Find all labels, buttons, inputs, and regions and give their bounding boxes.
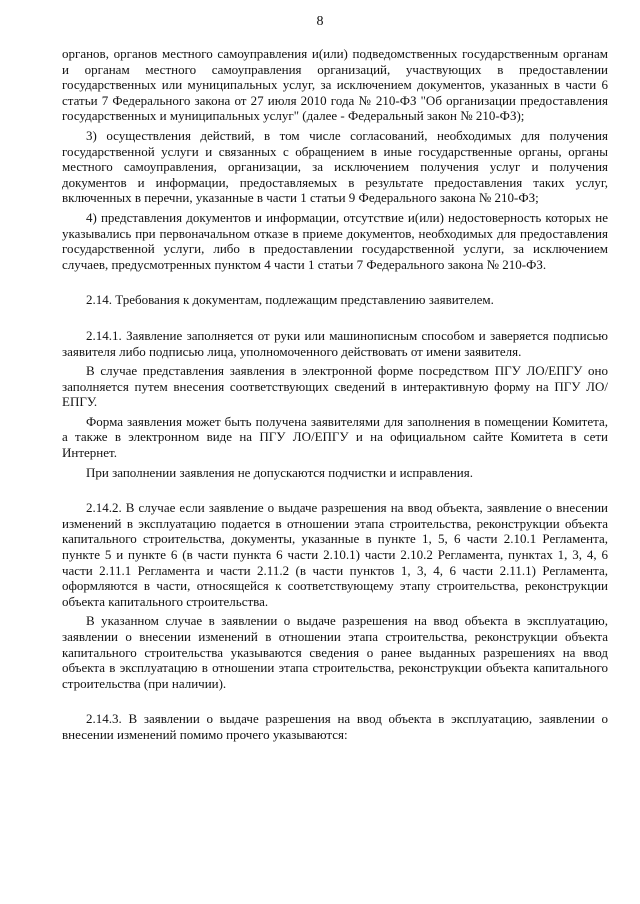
paragraph-stage-info: В указанном случае в заявлении о выдаче разрешения на ввод объекта в эксплуатацию, заявлении о внесении изменений в отношении этапа строительства, реконструкции объекта капитального строительства указываются сведения о ранее выданных разрешениях на ввод объекта в эксплуатацию в отношении этапа строительства, реконструкции объекта капитального строительства (при наличии). [62,613,608,691]
document-body [62,46,608,743]
paragraph-no-corrections: При заполнении заявления не допускаются подчистки и исправления. [86,464,473,480]
paragraph-electronic-form: В случае представления заявления в электронной форме посредством ПГУ ЛО/ЕПГУ оно заполняется путем внесения соответствующих сведений в интерактивную форму на ПГУ ЛО/ЕПГУ. [62,363,608,410]
paragraph-2-14-2: 2.14.2. В случае если заявление о выдаче разрешения на ввод объекта, заявление о внесении изменений в эксплуатацию подается в отношении этапа строительства, реконструкции объекта капитального строительства, документы, указанные в пункте 1, 5, 6 части 2.10.1 Регламента, пункте 5 и пункте 6 (в части пункта 6 части 2.10.1) части 2.10.2 Регламента, пунктах 1, 3, 4, 6 части 2.11.1 Регламента и части 2.11.2 (в части пунктов 1, 3, 4, 6 части 2.11.1) Регламента, оформляются в части, относящейся к соответствующему этапу строительства, реконструкции объекта капитального строительства. [62,500,608,609]
paragraph-form-availability: Форма заявления может быть получена заявителями для заполнения в помещении Комитета, а также в электронном виде на ПГУ ЛО/ЕПГУ и на официальном сайте Комитета в сети Интернет. [62,413,608,461]
page-number: 8 [316,14,324,29]
paragraph-2-14-1: 2.14.1. Заявление заполняется от руки или машинописным способом и заверяется подписью заявителя либо подписью лица, уполномоченного действовать от имени заявителя. [62,327,608,359]
paragraph-item-4: 4) представления документов и информации, отсутствие и(или) недостоверность которых не указывались при первоначальном отказе в приеме документов, необходимых для предоставления государственной услуги, либо в предоставлении государственной услуги, за исключением случаев, предусмотренных пунктом 4 части 1 статьи 7 Федерального закона № 210-ФЗ. [62,209,608,272]
paragraph-item-3: 3) осуществления действий, в том числе согласований, необходимых для получения государственной услуги и связанных с обращением в иные государственные органы, органы местного самоуправления, организации, за исключением получения услуг и получения документов и информации, предоставляемых в результате предоставления таких услуг, включенных в перечни, указанные в части 1 статьи 9 Федерального закона № 210-ФЗ; [62,127,608,206]
paragraph-continuation: органов, органов местного самоуправления и(или) подведомственных государственным органам и органам местного самоуправления организаций, участвующих в предоставлении государственных или муниципальных услуг, за исключением документов, указанных в части 6 статьи 7 Федерального закона от 27 июля 2010 года № 210-ФЗ "Об организации предоставления государственных и муниципальных услуг" (далее - Федеральный закон № 210-ФЗ); [62,46,608,124]
section-heading-2-14: 2.14. Требования к документам, подлежащим представлению заявителем. [86,292,494,308]
paragraph-2-14-3: 2.14.3. В заявлении о выдаче разрешения на ввод объекта в эксплуатацию, заявлении о внесении изменений помимо прочего указываются: [62,711,608,742]
